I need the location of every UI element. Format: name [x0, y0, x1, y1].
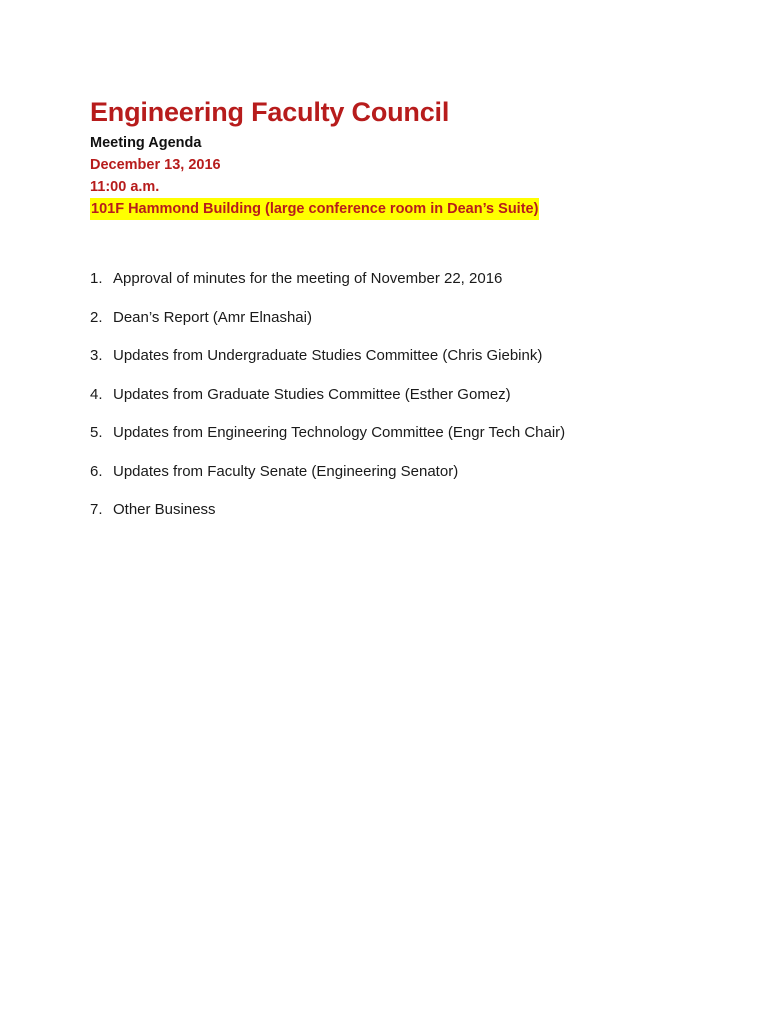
agenda-item-text: Updates from Engineering Technology Committee (Engr Tech Chair) — [113, 424, 566, 441]
meeting-location: 101F Hammond Building (large conference room in Dean’s Suite) — [90, 198, 539, 220]
agenda-item-number: 1. — [90, 270, 103, 287]
agenda-item-text: Updates from Undergraduate Studies Committee (Chris Giebink) — [113, 347, 543, 364]
meeting-time: 11:00 a.m. — [90, 179, 160, 195]
document-subtitle: Meeting Agenda — [90, 135, 202, 151]
page-title: Engineering Faculty Council — [90, 97, 450, 127]
agenda-item-text: Other Business — [113, 501, 216, 518]
agenda-item-number: 4. — [90, 385, 103, 403]
agenda-item-number: 2. — [90, 308, 103, 326]
agenda-item — [90, 268, 730, 307]
agenda-item-text: Updates from Faculty Senate (Engineering Senator) — [113, 462, 459, 480]
agenda-item-text: Updates from Graduate Studies Committee (Esther Gomez) — [113, 385, 511, 403]
agenda-item — [90, 499, 730, 538]
agenda-item-number: 3. — [90, 347, 103, 364]
agenda-item — [90, 345, 730, 384]
agenda-item-text: Approval of minutes for the meeting of November 22, 2016 — [113, 270, 503, 287]
agenda-item — [90, 461, 730, 500]
meeting-date: December 13, 2016 — [90, 157, 221, 173]
agenda-header — [90, 94, 730, 220]
agenda-item-number: 6. — [90, 462, 103, 480]
agenda-list — [90, 268, 730, 538]
agenda-item — [90, 384, 730, 423]
agenda-item-number: 7. — [90, 501, 103, 518]
agenda-item — [90, 307, 730, 346]
agenda-item — [90, 422, 730, 461]
agenda-item-number: 5. — [90, 424, 103, 441]
agenda-item-text: Dean’s Report (Amr Elnashai) — [113, 308, 312, 326]
